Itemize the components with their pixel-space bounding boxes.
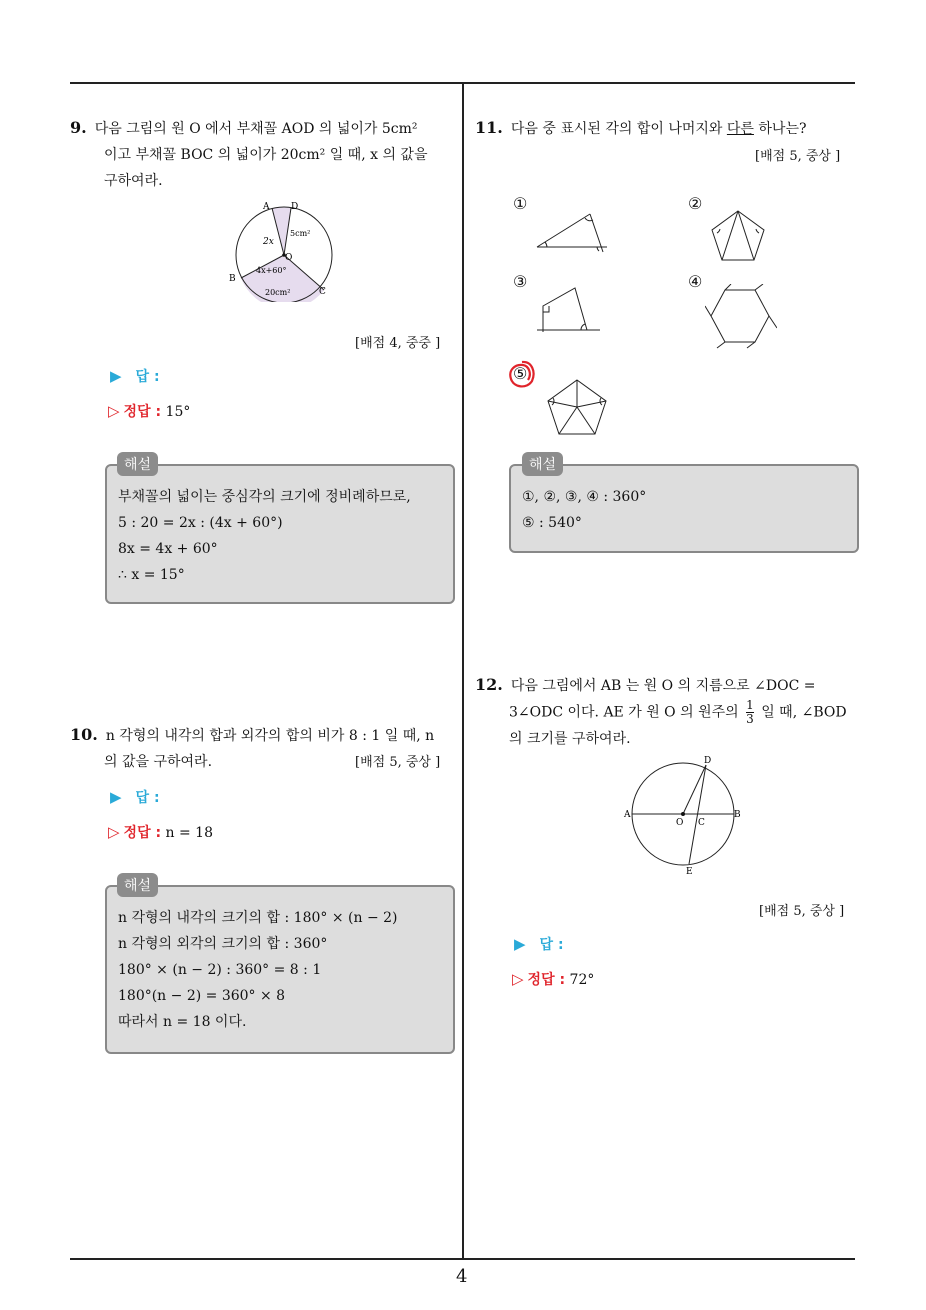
- q9-label-a: A: [263, 202, 270, 212]
- q11-number: 11.: [475, 118, 503, 137]
- q9-label-c: C: [319, 287, 326, 297]
- q12-number: 12.: [475, 675, 503, 694]
- q11-figure-1: [535, 210, 610, 255]
- q11-figure-2: [708, 208, 768, 264]
- q12-score: [배점 5, 중상 ]: [759, 904, 845, 919]
- q10-explanation-text: n 각형의 내각의 크기의 합 : 180° × (n − 2) n 각형의 외각의 크기의 합 : 360° 180° × (n − 2) : 360° = 8 : 1 180°(n − 2) = 360° × 8 따라서 n = 18 이다.: [118, 910, 398, 1030]
- q11-explanation-tag: 해설: [522, 452, 563, 476]
- q11-explanation-text: ①, ②, ③, ④ : 360° ⑤ : 540°: [522, 489, 647, 531]
- q9-answer: ▶ 답 :: [110, 367, 160, 385]
- q12-label-o: O: [676, 818, 684, 828]
- q12-fraction: $\frac{1}{3}$: [746, 698, 754, 726]
- play-icon: ▶: [110, 788, 122, 806]
- q10-answer: ▶ 답 :: [110, 788, 160, 806]
- bottom-rule: [70, 1258, 855, 1260]
- q12-label-a: A: [624, 810, 631, 820]
- q9-label-b: B: [229, 274, 236, 284]
- q10-number: 10.: [70, 725, 98, 744]
- q9-label-d: D: [291, 202, 299, 212]
- q9-score: [배점 4, 중중 ]: [355, 336, 441, 351]
- q9-number: 9.: [70, 118, 87, 137]
- q11-choice-4[interactable]: ④: [688, 272, 703, 291]
- q11-figure-4: [705, 284, 777, 350]
- q12-label-b: B: [734, 810, 741, 820]
- q12-stem: 12. 다음 그림에서 AB 는 원 O 의 지름으로 ∠DOC = 3∠ODC 이다. AE 가 원 O 의 원주의 $\frac{1}{3}$ 일 때, ∠BOD 의 크기를 구하여라.: [475, 675, 847, 747]
- q9-label-o: O: [285, 253, 293, 263]
- q11-choice-3[interactable]: ③: [513, 272, 528, 291]
- page-number: 4: [456, 1266, 468, 1287]
- q11-figure-3: [535, 284, 605, 334]
- q11-choice-1[interactable]: ①: [513, 194, 528, 213]
- q10-stem: 10. n 각형의 내각의 합과 외각의 합의 비가 8 : 1 일 때, n 의 값을 구하여라.: [70, 725, 435, 770]
- q9-correct-answer: ▷ 정답 : 15°: [108, 402, 191, 420]
- q11-score: [배점 5, 중상 ]: [755, 149, 841, 164]
- q12-label-c: C: [698, 818, 705, 828]
- column-divider: [462, 82, 464, 1260]
- q11-choice-5[interactable]: ⑤: [513, 364, 528, 383]
- q9-sector-aod: [272, 207, 291, 255]
- q11-selected-mark: [506, 358, 538, 390]
- q12-label-d: D: [704, 756, 712, 766]
- play-icon: ▶: [514, 935, 526, 953]
- q9-stem: 9. 다음 그림의 원 O 에서 부채꼴 AOD 의 넓이가 5cm² 이고 부채꼴 BOC 의 넓이가 20cm² 일 때, x 의 값을 구하여라.: [70, 118, 428, 189]
- q10-explanation-tag: 해설: [117, 873, 158, 897]
- q12-circle-figure: [620, 755, 745, 877]
- q9-explanation-text: 부채꼴의 넓이는 중심각의 크기에 정비례하므로, 5 : 20 = 2x : (4x + 60°) 8x = 4x + 60° ∴ x = 15°: [118, 489, 411, 583]
- triangle-outline-icon: ▷: [108, 402, 120, 420]
- q9-angle-top: 2x: [263, 237, 274, 247]
- q11-stem: 11. 다음 중 표시된 각의 합이 나머지와 다른 하나는?: [475, 118, 807, 137]
- play-icon: ▶: [110, 367, 122, 385]
- q12-label-e: E: [686, 867, 693, 877]
- q12-answer: ▶ 답 :: [514, 935, 564, 953]
- q11-choice-2[interactable]: ②: [688, 194, 703, 213]
- q9-explanation-tag: 해설: [117, 452, 158, 476]
- q9-area-bottom: 20cm²: [265, 288, 291, 297]
- q10-correct-answer: ▷ 정답 : n = 18: [108, 823, 213, 841]
- triangle-outline-icon: ▷: [108, 823, 120, 841]
- q9-area-top: 5cm²: [290, 229, 311, 238]
- triangle-outline-icon: ▷: [512, 970, 524, 988]
- q9-angle-bottom: 4x+60°: [256, 266, 287, 275]
- q9-circle-figure: [225, 198, 345, 302]
- q11-figure-5: [544, 377, 610, 437]
- q10-score: [배점 5, 중상 ]: [355, 755, 441, 770]
- q12-correct-answer: ▷ 정답 : 72°: [512, 970, 595, 988]
